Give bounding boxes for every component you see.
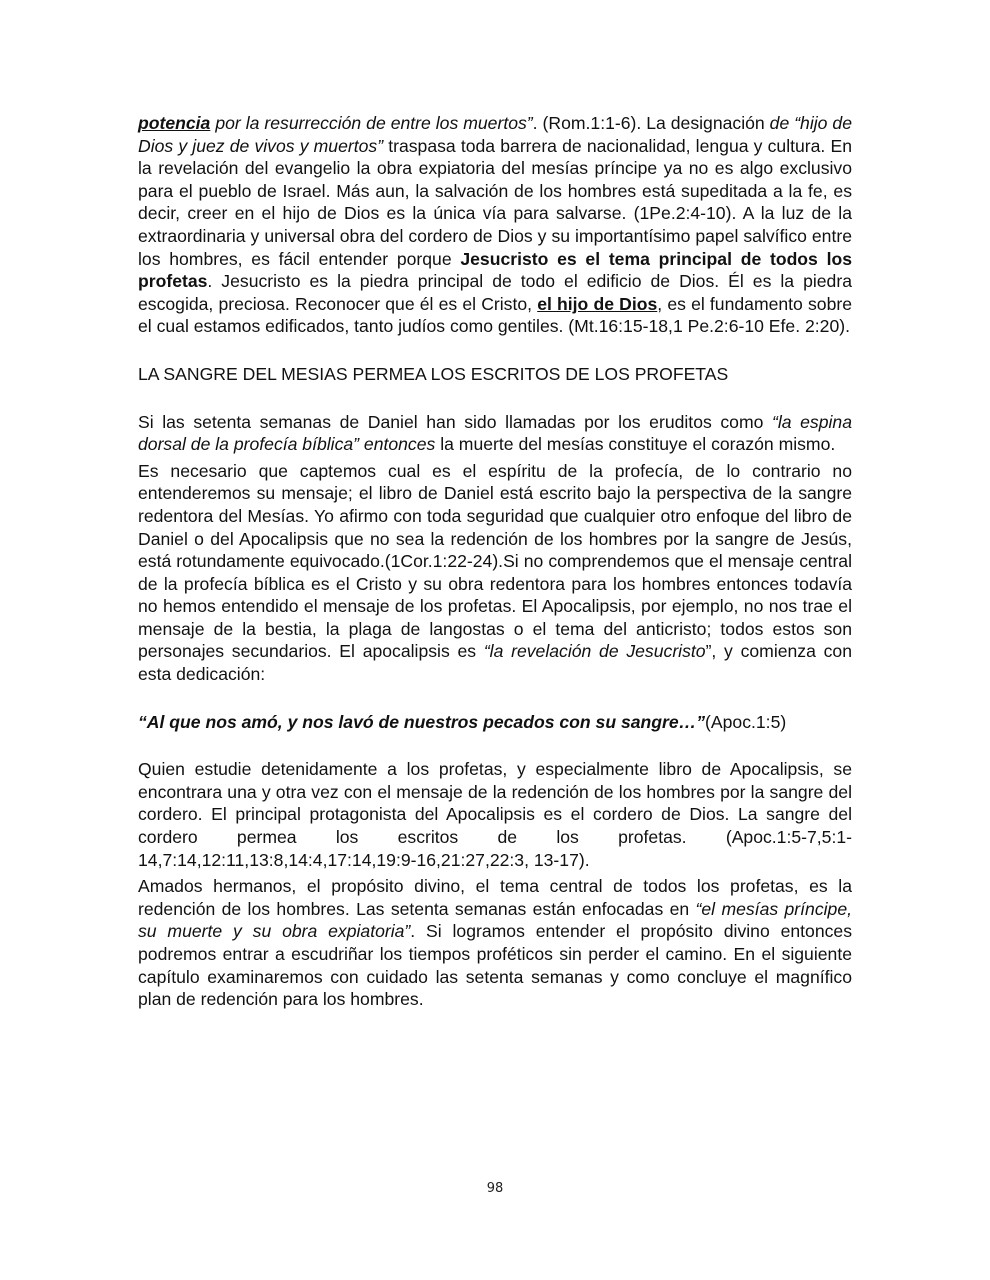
text-run: , es el fundamento sobre el cual estamos edificados, tanto judíos como gentiles. (Mt.16:15-18,1 Pe.2:6-10 Efe. 2:20).	[138, 293, 853, 337]
italic-text: “el mesías príncipe, su muerte y su obra expiatoria”	[138, 898, 852, 942]
text-run: ”, y comienza con esta dedicación:	[138, 641, 852, 685]
text-run: . Si logramos entender el propósito divino entonces podremos entrar a escudriñar los tiempos proféticos sin perder el camino. En el siguiente capítulo examinaremos con cuidado las setenta semanas y como concluye el magnífico plan de redención para los hombres.	[138, 921, 852, 1010]
bold-italic-quote: “Al que nos amó, y nos lavó de nuestros pecados con su sangre…”	[138, 711, 706, 732]
text-run: traspasa toda barrera de nacionalidad, lengua y cultura. En la revelación del evangelio la obra expiatoria del mesías príncipe ya no es algo exclusivo para el pueblo de Israel. Más aun, la salvación de los hombres está supeditada a la fe, es decir, creer en el hijo de Dios es la única vía para salvarse. (1Pe.2:4-10). A la luz de la extraordinaria y universal obra del cordero de Dios y su importantísimo papel salvífico entre los hombres, es fácil entender porque	[138, 135, 852, 269]
text-run: . Jesucristo es la piedra principal de todo el edificio de Dios. Él es la piedra escogida, preciosa. Reconocer que él es el Cristo,	[138, 271, 852, 314]
paragraph-resurrection	[138, 112, 852, 338]
document-page	[138, 112, 852, 1011]
text-run: Es necesario que captemos cual es el espíritu de la profecía, de lo contrario no entenderemos su mensaje; el libro de Daniel está escrito bajo la perspectiva de la sangre redentora del Mesías. Yo afirmo con toda seguridad que cualquier otro enfoque del libro de Daniel o del Apocalipsis que no sea la redención de los hombres por la sangre de Jesús, está rotundamente equivocado.(1Cor.1:22-24).Si no comprendemos que el mensaje central de la profecía bíblica es el Cristo y su obra redentora para los hombres entonces todavía no hemos entendido el mensaje de los profetas. El Apocalipsis, por ejemplo, no nos trae el mensaje de la bestia, la plaga de langostas o el tema del anticristo; todos estos son personajes secundarios. El apocalipsis es	[138, 460, 852, 662]
italic-text: por la resurrección de entre los muertos”	[210, 113, 533, 133]
text-run: Si las setenta semanas de Daniel han sido llamadas por los eruditos como	[138, 411, 772, 432]
emphasis-potencia: potencia	[138, 113, 211, 133]
paragraph-seventy-weeks	[138, 411, 852, 456]
italic-text: “la espina dorsal de la profecía bíblica” entonces	[138, 411, 852, 455]
page-number: 98	[486, 1181, 504, 1196]
italic-text: “la revelación de Jesucristo	[483, 641, 706, 662]
underlined-bold-text: el hijo de Dios	[537, 293, 658, 314]
section-heading: LA SANGRE DEL MESIAS PERMEA LOS ESCRITOS DE LOS PROFETAS	[138, 363, 729, 384]
text-run: . (Rom.1:1-6). La designación	[532, 113, 770, 133]
bold-text: Jesucristo es el tema principal de todos los profetas	[138, 248, 853, 292]
text-run: Quien estudie detenidamente a los profetas, y especialmente libro de Apocalipsis, se encontrara una y otra vez con el mensaje de la redención de los hombres por la sangre del cordero. El principal protagonista del Apocalipsis es el cordero de Dios. La sangre del cordero permea los escritos de los profetas. (Apoc.1:5-7,5:1-14,7:14,12:11,13:8,14:4,17:14,19:9-16,21:27,22:3, 13-17).	[138, 759, 852, 870]
scripture-quote	[138, 711, 852, 734]
scripture-reference: (Apoc.1:5)	[705, 711, 787, 732]
italic-text: de “hijo de Dios y juez de vivos y muertos”	[138, 113, 852, 156]
paragraph-spirit-of-prophecy	[138, 460, 852, 686]
text-run: la muerte del mesías constituye el corazón mismo.	[435, 434, 836, 455]
paragraph-apocalypse	[138, 758, 852, 871]
paragraph-conclusion	[138, 875, 852, 1011]
text-run: Amados hermanos, el propósito divino, el tema central de todos los profetas, es la redención de los hombres. Las setenta semanas están enfocadas en	[138, 876, 852, 919]
